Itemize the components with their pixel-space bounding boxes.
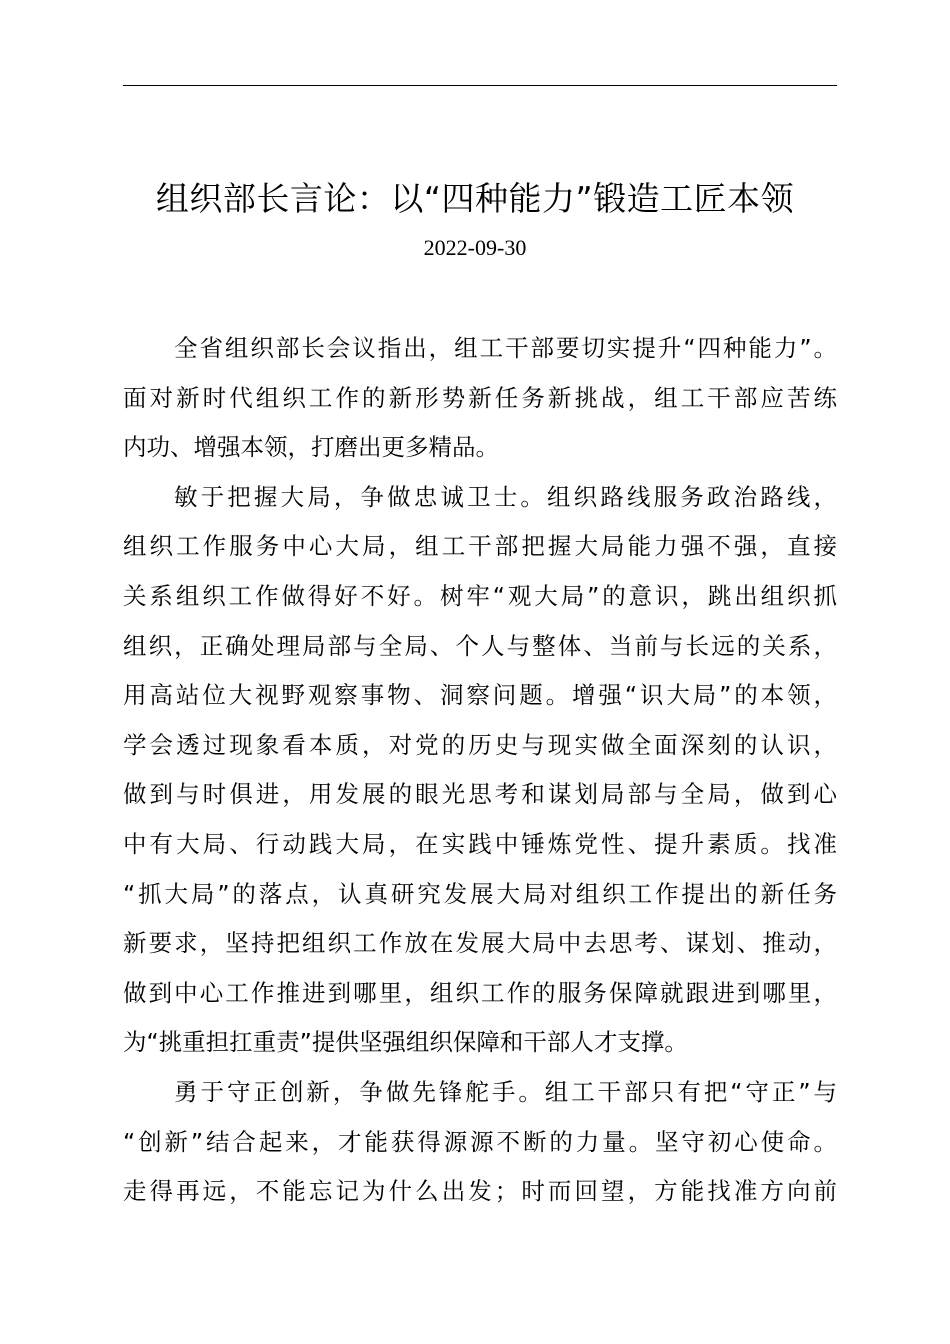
paragraph-2-line-4: 组织，正确处理局部与全局、个人与整体、当前与长远的关系， bbox=[123, 631, 837, 660]
paragraph-2-line-2: 组织工作服务中心大局，组工干部把握大局能力强不强，直接 bbox=[123, 532, 837, 561]
paragraph-1-line-1: 全省组织部长会议指出，组工干部要切实提升“四种能力”。 bbox=[174, 334, 837, 362]
paragraph-2-line-3: 关系组织工作做得好不好。树牢“观大局”的意识，跳出组织抓 bbox=[123, 581, 837, 610]
paragraph-2-line-9: “抓大局”的落点，认真研究发展大局对组织工作提出的新任务 bbox=[123, 879, 837, 908]
paragraph-1-line-3: 内功、增强本领，打磨出更多精品。 bbox=[123, 433, 499, 462]
paragraph-2-line-10: 新要求，坚持把组织工作放在发展大局中去思考、谋划、推动， bbox=[123, 929, 837, 958]
document-body bbox=[123, 324, 837, 1217]
document-date: 2022-09-30 bbox=[423, 235, 527, 260]
paragraph-2-line-6: 学会透过现象看本质，对党的历史与现实做全面深刻的认识， bbox=[123, 730, 837, 759]
paragraph-2-line-1: 敏于把握大局，争做忠诚卫士。组织路线服务政治路线， bbox=[174, 482, 837, 511]
paragraph-2-line-12: 为“挑重担扛重责”提供坚强组织保障和干部人才支撑。 bbox=[123, 1028, 688, 1057]
header-rule bbox=[123, 85, 837, 86]
paragraph-3-line-1: 勇于守正创新，争做先锋舵手。组工干部只有把“守正”与 bbox=[174, 1077, 837, 1106]
paragraph-2-line-5: 用高站位大视野观察事物、洞察问题。增强“识大局”的本领， bbox=[123, 681, 837, 710]
paragraph-3-line-2: “创新”结合起来，才能获得源源不断的力量。坚守初心使命。 bbox=[123, 1127, 837, 1156]
paragraph-1-line-2: 面对新时代组织工作的新形势新任务新挑战，组工干部应苦练 bbox=[123, 383, 837, 412]
paragraph-3-line-3: 走得再远，不能忘记为什么出发；时而回望，方能找准方向前 bbox=[123, 1177, 837, 1206]
paragraph-2-line-7: 做到与时俱进，用发展的眼光思考和谋划局部与全局，做到心 bbox=[123, 780, 837, 809]
paragraph-2-line-11: 做到中心工作推进到哪里，组织工作的服务保障就跟进到哪里， bbox=[123, 978, 837, 1007]
paragraph-2-line-8: 中有大局、行动践大局，在实践中锤炼党性、提升素质。找准 bbox=[123, 829, 837, 858]
document-title: 组织部长言论：以“四种能力”锻造工匠本领 bbox=[155, 179, 795, 218]
